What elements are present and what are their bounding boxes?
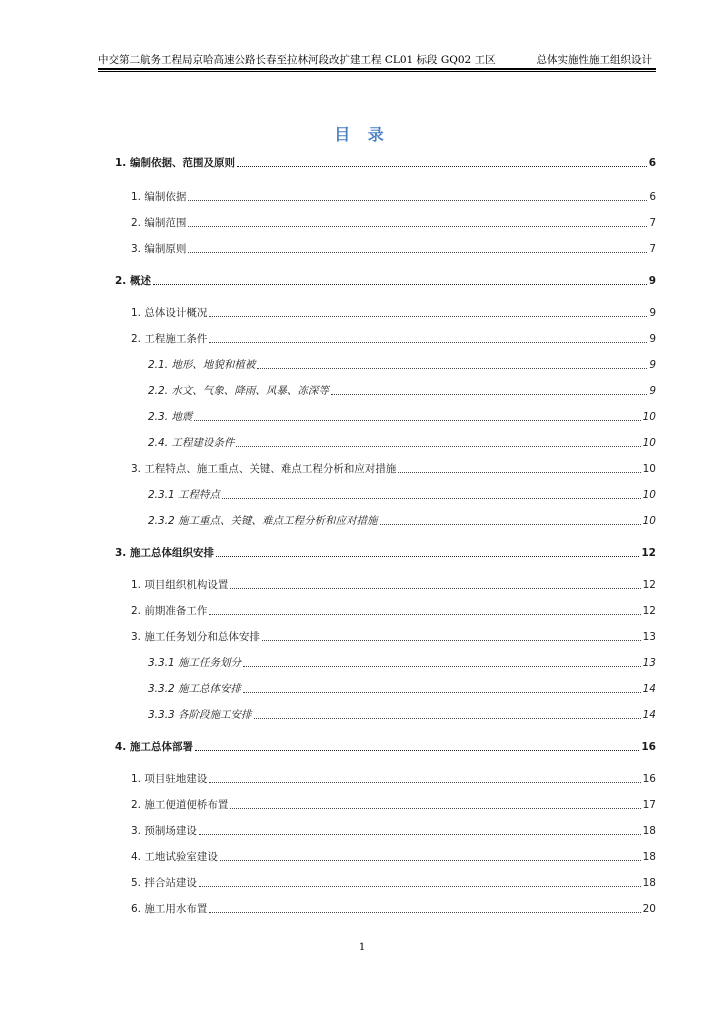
toc-dot-leader xyxy=(230,808,640,809)
toc-entry-page: 10 xyxy=(642,489,656,501)
toc-entry[interactable] xyxy=(115,544,656,560)
running-header xyxy=(98,52,656,66)
toc-dot-leader xyxy=(199,886,641,887)
toc-dot-leader xyxy=(331,394,647,395)
toc-entry-page: 14 xyxy=(642,683,656,695)
toc-entry[interactable] xyxy=(148,434,656,450)
toc-dot-leader xyxy=(188,200,647,201)
toc-entry-label: 3. 预制场建设 xyxy=(131,825,197,837)
toc-entry[interactable] xyxy=(131,460,656,476)
toc-dot-leader xyxy=(220,860,641,861)
toc-entry-page: 13 xyxy=(642,657,656,669)
toc-entry[interactable] xyxy=(131,874,656,890)
toc-entry-page: 10 xyxy=(642,411,656,423)
toc-entry-label: 2. 编制范围 xyxy=(131,217,187,229)
toc-entry-page: 18 xyxy=(642,825,656,837)
header-project-title: 中交第二航务工程局京哈高速公路长春至拉林河段改扩建工程 CL01 标段 GQ02 工区 xyxy=(98,54,496,66)
toc-entry-page: 12 xyxy=(642,579,656,591)
toc-entry[interactable] xyxy=(148,408,656,424)
toc-entry-label: 2.3.1 工程特点 xyxy=(148,489,221,501)
toc-entry-page: 20 xyxy=(642,903,656,915)
toc-entry[interactable] xyxy=(131,900,656,916)
toc-entry-page: 14 xyxy=(642,709,656,721)
toc-dot-leader xyxy=(237,166,647,167)
toc-entry[interactable] xyxy=(131,602,656,618)
toc-entry-page: 17 xyxy=(642,799,656,811)
toc-entry-page: 9 xyxy=(649,333,656,345)
toc-entry-label: 2. 概述 xyxy=(115,275,151,287)
toc-entry[interactable] xyxy=(148,654,656,670)
toc-entry-page: 16 xyxy=(642,773,656,785)
toc-entry[interactable] xyxy=(115,154,656,170)
toc-dot-leader xyxy=(243,692,641,693)
toc-entry[interactable] xyxy=(148,706,656,722)
toc-entry-label: 2.3.2 施工重点、关键、难点工程分析和应对措施 xyxy=(148,515,378,527)
toc-entry-page: 9 xyxy=(649,359,656,371)
toc-dot-leader xyxy=(209,342,647,343)
header-rule-thick xyxy=(98,68,656,70)
toc-dot-leader xyxy=(153,284,647,285)
toc-entry[interactable] xyxy=(148,356,656,372)
toc-entry[interactable] xyxy=(131,770,656,786)
toc-dot-leader xyxy=(254,718,641,719)
toc-entry-label: 3. 施工任务划分和总体安排 xyxy=(131,631,260,643)
toc-entry-page: 6 xyxy=(648,157,656,169)
toc-entry[interactable] xyxy=(131,240,656,256)
header-rule-thin xyxy=(98,71,656,72)
toc-entry-page: 18 xyxy=(642,877,656,889)
toc-dot-leader xyxy=(216,556,639,557)
toc-entry-label: 2. 工程施工条件 xyxy=(131,333,208,345)
toc-dot-leader xyxy=(230,588,640,589)
toc-entry-page: 9 xyxy=(648,275,656,287)
toc-dot-leader xyxy=(209,912,640,913)
toc-dot-leader xyxy=(243,666,641,667)
toc-entry-label: 1. 编制依据 xyxy=(131,191,187,203)
toc-entry[interactable] xyxy=(148,486,656,502)
toc-dot-leader xyxy=(222,498,641,499)
toc-entry[interactable] xyxy=(131,576,656,592)
toc-entry[interactable] xyxy=(131,628,656,644)
toc-entry-page: 10 xyxy=(642,437,656,449)
toc-dot-leader xyxy=(194,420,640,421)
toc-dot-leader xyxy=(209,782,640,783)
toc-dot-leader xyxy=(236,446,640,447)
toc-entry-page: 9 xyxy=(649,385,656,397)
toc-entry[interactable] xyxy=(131,848,656,864)
toc-dot-leader xyxy=(209,614,640,615)
toc-dot-leader xyxy=(257,368,647,369)
toc-entry-label: 2. 施工便道便桥布置 xyxy=(131,799,229,811)
toc-entry-page: 7 xyxy=(649,243,656,255)
toc-entry[interactable] xyxy=(131,330,656,346)
toc-entry-label: 2.1. 地形、地貌和植被 xyxy=(148,359,256,371)
toc-entry-page: 7 xyxy=(649,217,656,229)
toc-entry-page: 9 xyxy=(649,307,656,319)
toc-entry-label: 4. 施工总体部署 xyxy=(115,741,193,753)
toc-entry-page: 13 xyxy=(642,631,656,643)
toc-dot-leader xyxy=(188,252,647,253)
toc-entry-label: 1. 项目驻地建设 xyxy=(131,773,208,785)
header-document-title: 总体实施性施工组织设计 xyxy=(536,54,652,66)
toc-entry[interactable] xyxy=(148,382,656,398)
toc-entry-label: 3.3.2 施工总体安排 xyxy=(148,683,242,695)
toc-entry[interactable] xyxy=(131,822,656,838)
toc-entry[interactable] xyxy=(115,272,656,288)
toc-entry-page: 6 xyxy=(649,191,656,203)
toc-entry[interactable] xyxy=(148,680,656,696)
toc-entry-label: 4. 工地试验室建设 xyxy=(131,851,218,863)
toc-entry-page: 16 xyxy=(641,741,656,753)
toc-entry[interactable] xyxy=(131,796,656,812)
toc-entry-label: 2.3. 地震 xyxy=(148,411,193,423)
toc-entry[interactable] xyxy=(131,214,656,230)
toc-entry-label: 3.3.3 各阶段施工安排 xyxy=(148,709,252,721)
toc-dot-leader xyxy=(398,472,640,473)
toc-dot-leader xyxy=(195,750,639,751)
toc-entry-label: 1. 编制依据、范围及原则 xyxy=(115,157,235,169)
toc-entry-label: 3. 工程特点、施工重点、关键、难点工程分析和应对措施 xyxy=(131,463,397,475)
toc-entry-page: 12 xyxy=(641,547,656,559)
toc-entry-page: 18 xyxy=(642,851,656,863)
toc-entry[interactable] xyxy=(115,738,656,754)
toc-entry-label: 3.3.1 施工任务划分 xyxy=(148,657,242,669)
toc-entry-label: 3. 编制原则 xyxy=(131,243,187,255)
toc-entry[interactable] xyxy=(148,512,656,528)
toc-dot-leader xyxy=(209,316,647,317)
toc-dot-leader xyxy=(188,226,647,227)
toc-entry-label: 2. 前期准备工作 xyxy=(131,605,208,617)
toc-title: 目 录 xyxy=(334,125,390,144)
toc-entry-label: 1. 项目组织机构设置 xyxy=(131,579,229,591)
toc-entry-label: 2.2. 水文、气象、降雨、风暴、冻深等 xyxy=(148,385,329,397)
toc-entry-label: 3. 施工总体组织安排 xyxy=(115,547,214,559)
toc-dot-leader xyxy=(199,834,641,835)
toc-dot-leader xyxy=(380,524,641,525)
toc-entry[interactable] xyxy=(131,188,656,204)
toc-entry-page: 12 xyxy=(642,605,656,617)
toc-entry-label: 2.4. 工程建设条件 xyxy=(148,437,235,449)
toc-entry-label: 6. 施工用水布置 xyxy=(131,903,208,915)
toc-entry-label: 1. 总体设计概况 xyxy=(131,307,208,319)
toc-dot-leader xyxy=(262,640,641,641)
toc-entry-label: 5. 拌合站建设 xyxy=(131,877,197,889)
page-number: 1 xyxy=(358,942,366,953)
toc-entry-page: 10 xyxy=(642,463,656,475)
toc-entry-page: 10 xyxy=(642,515,656,527)
toc-entry[interactable] xyxy=(131,304,656,320)
